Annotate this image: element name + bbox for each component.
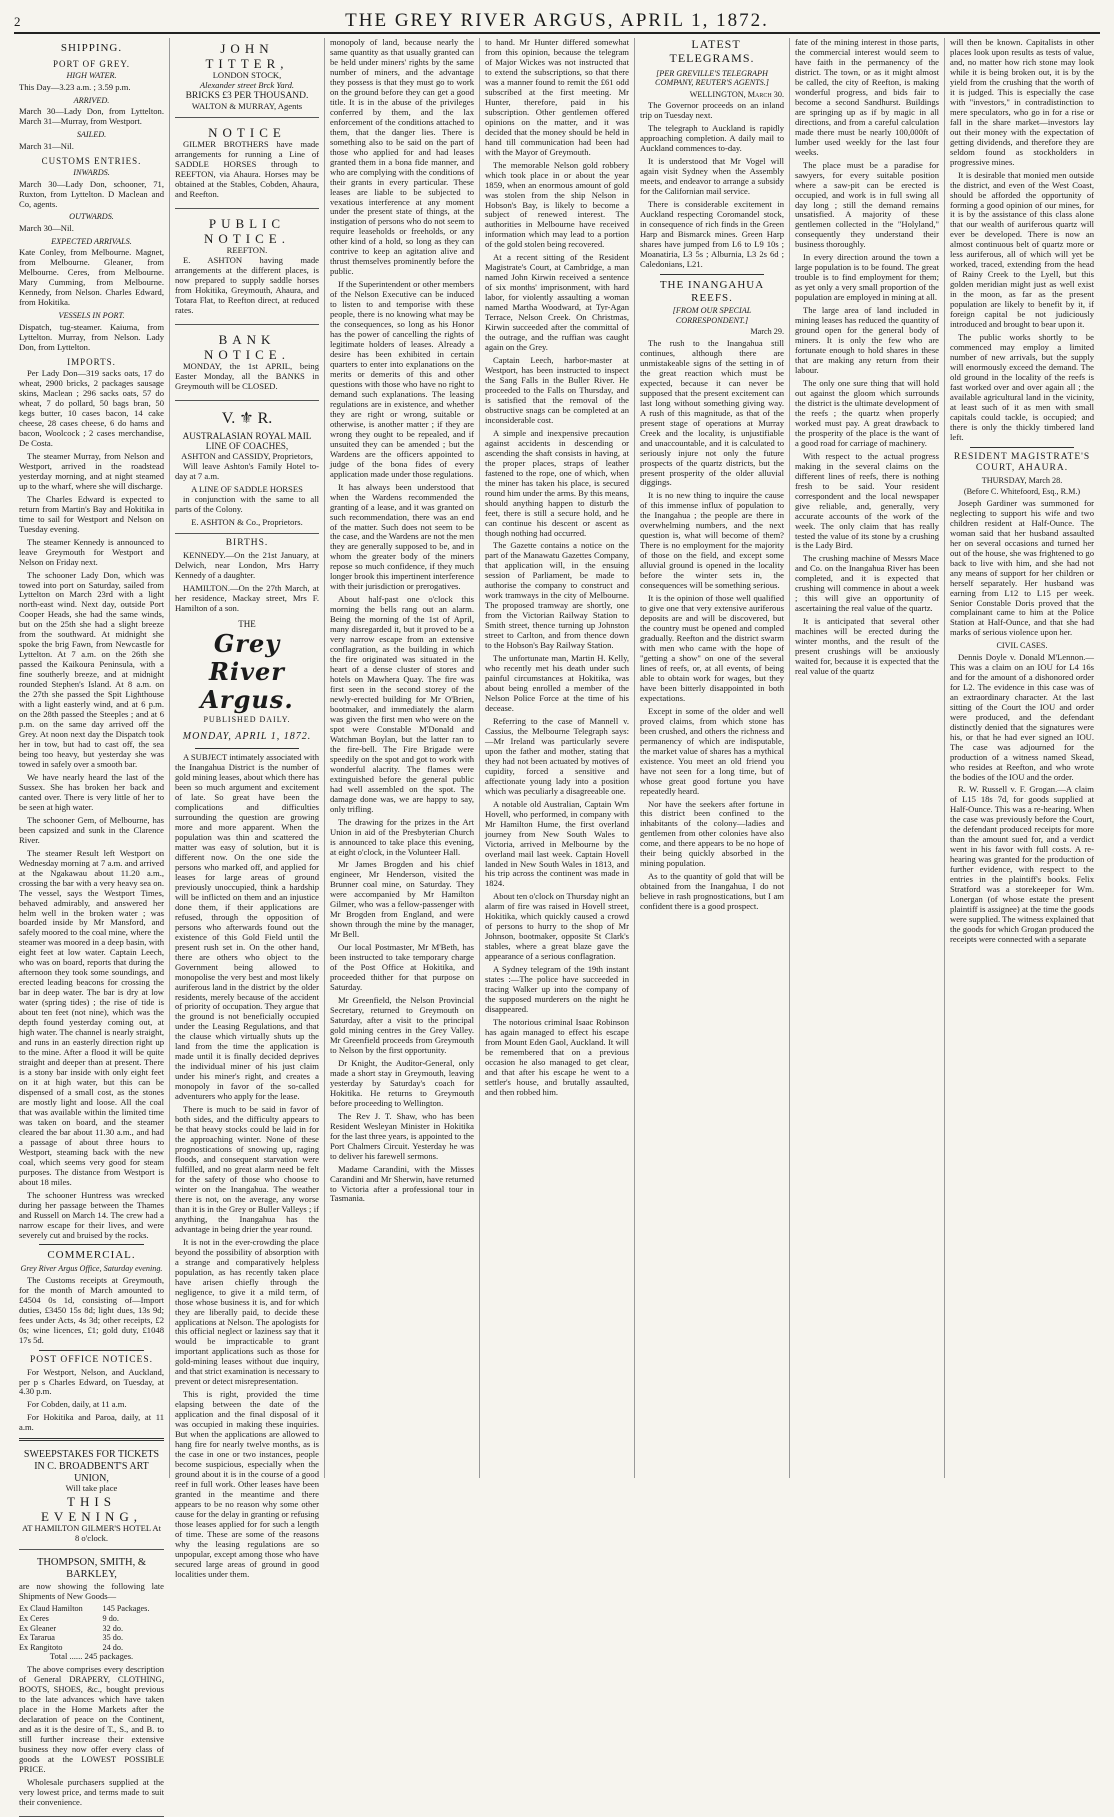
post-office-text: For Cobden, daily, at 11 a.m.: [27, 1399, 127, 1410]
article-paragraph: The Rev J. T. Shaw, who has been Resident Wesleyan Minister in Hokitika for the last three years, is appointed to the Port Chalmers Circuit. Yesterday he was to deliver his farewell sermons.: [330, 1110, 474, 1161]
article-paragraph: Nor have the seekers after fortune in this district been confined to the inhabitants of the colony—ladies and gentlemen from other colonies have also come, and there appears to be no hope of their being quickly absorbed in the mining population.: [640, 798, 784, 869]
gilmer-notice-ad: [175, 122, 319, 209]
titter-address: Alexander street Brck Yard.: [199, 80, 295, 91]
article-paragraph: The drawing for the prizes in the Art Union in aid of the Presbyterian Church is announced to take place this evening, at eight o'clock, in the Volunteer Hall.: [330, 816, 474, 857]
arrived-heading: ARRIVED.: [73, 95, 110, 105]
high-water-heading: HIGH WATER.: [66, 71, 117, 81]
imports-heading: IMPORTS.: [67, 356, 116, 367]
shipping-paragraph: We have nearly heard the last of the Sussex. She has broken her back and canted over. There is very little of her to be seen at high water.: [19, 771, 164, 812]
article-paragraph: Madame Carandini, with the Misses Carandini and Mr Sherwin, have returned to Victoria after a professional tour in Tasmania.: [330, 1163, 474, 1204]
royal-mail-proprietors: ASHTON and CASSIDY, Proprietors,: [181, 450, 313, 461]
article-paragraph: About ten o'clock on Thursday night an alarm of fire was raised in Hovell street, Hokitika, which quickly caused a crowd of persons to hurry to the shop of Mr Johnson, bootmaker, opposite St Clark's stables, where a great blaze gave the appearance of a serious conflagration.: [485, 891, 630, 962]
table-row: Ex Ceres 9 do.: [19, 1614, 119, 1623]
public-notice-text: E. ASHTON having made arrangements at the different places, is now prepared to supply saddle horses from Hokitika, Greymouth, Ahaura, and Totara Flat, to Reefton direct, at reduced rates.: [175, 255, 319, 315]
commercial-subheading: Grey River Argus Office, Saturday evening.: [20, 1264, 163, 1274]
vessels-heading: VESSELS IN PORT.: [58, 311, 125, 321]
flag-the: THE: [238, 619, 256, 630]
shipping-paragraph: The schooner Huntress was wrecked during her passage between the Thames and Russell on March 14. The crew had a narrow escape for their lives, and were severely cut and bruised by the rocks.: [19, 1189, 164, 1240]
commercial-heading: COMMERCIAL.: [47, 1249, 136, 1262]
saddle-horses-text: in conjunction with the same to all parts of the Colony.: [175, 493, 319, 514]
flag-title: Grey River Argus.: [200, 628, 294, 714]
article-paragraph: The place must be a paradise for sawyers, for every suitable position where a saw-pit can be erected is occupied, and work is in full swing all day long ; still the demand remains unsatisfied. A majority of these gentlemen collected in the "Holyland," consequently they understand their business thoroughly.: [795, 159, 939, 250]
sailed-text: March 31—Nil.: [19, 140, 74, 151]
shipments-total: Total ...... 245 packages.: [49, 1651, 134, 1662]
page-number: 2: [14, 14, 21, 29]
inwards-text: March 30—Lady Don, schooner, 71, Ruxton, from Lyttelton. D Maclean and Co, agents.: [19, 178, 164, 209]
telegram-paragraph: There is considerable excitement in Auckland respecting Coromandel stock, in consequence of rich finds in the Green Harp and Bismarck mines. Green Harp shares have jumped from L6 to L9 10s ; Moanatiria, L3 5s ; Alburnia, L3 2s 6d ; Caledonians, L21.: [640, 199, 784, 269]
article-paragraph: fate of the mining interest in those parts, the commercial interest would seem to have faith in the permanency of the district. The town, or as it might almost be called, the city of Reefton, is making wonderful progress, and bids fair to become a second Sandhurst. Buildings are springing up as if by magic in all directions, and from a careful calculation made there must be nearly 100,000ft of lumber used weekly for the last four weeks.: [795, 37, 939, 157]
table-row: Ex Gleaner 32 do.: [19, 1623, 124, 1633]
inangahua-reefs-subheading: [FROM OUR SPECIAL CORRESPONDENT.]: [672, 306, 752, 325]
telegram-paragraph: It is understood that Mr Vogel will again visit Sydney when the Assembly meets, and endeavor to arrange a subsidy for the Californian mail service.: [640, 156, 784, 197]
editorial-paragraph: There is much to be said in favor of both sides, and the difficulty appears to be that heavy stocks could be laid in for the approaching winter. None of these prognostications of snowing up, raging floods, and consequent starvation were fulfilled, and no great alarm need be felt for the safety of those who choose to winter on the Inangahua. The weather there is not, on the average, any worse than it is in the Grey or Buller Valleys ; if anything, the Inangahua has the advantage in being drier the year round.: [175, 1104, 319, 1234]
sweepstakes-heading: SWEEPSTAKES FOR TICKETS IN C. BROADBENT'S ART UNION,: [23, 1449, 160, 1484]
table-row: Ex Claud Hamilton 145 Packages.: [19, 1604, 150, 1614]
divider: [195, 748, 299, 749]
article-paragraph: Mr James Brogden and his chief engineer, Mr Henderson, visited the Brunner coal mine, on Saturday. They were accompanied by Mr Hamilton Gilmer, who was a fellow-passenger with Mr Brogden from England, and were shown through the mine by the manager, Mr Bell.: [330, 859, 474, 940]
thompson-intro: are now showing the following late Shipments of New Goods—: [19, 1580, 164, 1601]
royal-mail-heading: AUSTRALASIAN ROYAL MAIL LINE OF COACHES,: [182, 430, 312, 452]
birth-notice: HAMILTON.—On the 27th March, at her residence, Mackay street, Mrs F. Hamilton of a son.: [175, 582, 319, 613]
telegram-paragraph: The telegraph to Auckland is rapidly approaching completion. A daily mail to Auckland commences to-day.: [640, 123, 784, 154]
columns: [14, 37, 1100, 1807]
article-paragraph: monopoly of land, because nearly the same quantity as that usually granted can be held under miners' rights by the same number of miners, and the advantage they possess is that they must go to work on the ground before they can get a good title. It is in the abuse of the privileges conferred by them, and the lax enforcement of the conditions attached to them, that the danger lies. There is something also to be said on the part of those who applied for and had leases granted them in a bona fide manner, and who are complying with the conditions of their grants in every particular. These leases are liable to be subjected to vexatious interference at any moment under the present state of things, at the instigation of persons who do not seem to require leaseholds or freeholds, or any other kind of a hold, so long as they can contrive to keep an agitation alive and thrust themselves prominently before the public.: [330, 37, 474, 277]
article-paragraph: If the Superintendent or other members of the Nelson Executive can be induced to listen to and temporise with these people, there is no knowing what may be the consequences, so long as his Honor has the power of cancelling the rights of legitimate holders of leases. Already a desire has been exhibited in certain quarters to enter into explanations on the merits or demerits of this and other questions with those who have no right to demand such explanations. The leasing regulations are in existence, and whether they are right or wrong, suitable or otherwise, is another matter ; if they are wrong they ought to be repealed, and if unsuited they can be amended ; but the Wardens are the officers appointed to judge of the bona fides of every application made under those regulations.: [330, 279, 474, 479]
court-paragraph: Dennis Doyle v. Donald M'Lennon.—This was a claim on an IOU for L4 16s and for the amount of a dishonored order for L2. The evidence in this case was of an extraordinary character. At the last sitting of the Court the IOU and order were produced, and the defendant distinctly denied that the signatures were his, or that he had ever signed an IOU. The case was adjourned for the production of a witness named Skead, who resides at Reefton, and who wrote the bodies of the IOU and the order.: [950, 651, 1094, 782]
commercial-text: The Customs receipts at Greymouth, for the month of March amounted to £4504 0s 1d, consisting of—Import duties, £3450 15s 8d; light dues, 13s 9d; fees under Acts, 4s 3d; other receipts, £2 0s; wine licences, £1; gold duty, £1048 17s 5d.: [19, 1274, 164, 1345]
shipping-paragraph: The steamer Murray, from Nelson and Westport, arrived in the roadstead yesterday morning, and at night steamed up to the wharf, where she will discharge.: [19, 450, 164, 491]
court-heading: RESIDENT MAGISTRATE'S COURT, AHAURA.: [953, 451, 1091, 473]
sweepstakes-middle: Will take place: [65, 1483, 118, 1494]
article-paragraph: The only one sure thing that will hold out against the gloom which surrounds the district is the ultimate development of the reefs ; the quartz when properly worked must pay. A great drawback to the prosperity of the place is the want of a good road for carriage of machinery.: [795, 377, 939, 448]
vessels-text: Dispatch, tug-steamer. Kaiuma, from Lyttelton. Murray, from Nelson. Lady Don, from Lyttelton.: [19, 321, 164, 352]
page-title: THE GREY RIVER ARGUS, APRIL 1, 1872.: [345, 10, 769, 31]
masthead: [14, 6, 1100, 34]
article-paragraph: The large area of land included in mining leases has reduced the quantity of ground open for the general body of miners. It is only the few who are fortunate enough to hold shares in these that are making any return from their labour.: [795, 305, 939, 375]
bank-notice-heading: BANK NOTICE.: [204, 331, 290, 362]
titter-bricks: BRICKS £3 PER THOUSAND.: [185, 91, 309, 102]
divider: [39, 1350, 144, 1351]
column-3: [324, 38, 479, 1478]
births-heading: BIRTHS.: [225, 537, 269, 548]
divider: [39, 1244, 144, 1245]
expected-text: Kate Conley, from Melbourne. Magnet, from Melbourne. Gleaner, from Melbourne. Ceres, from Melbourne. Mary Cumming, from Melbourne. Kennedy, from Nelson. Charles Edward, from Hokitika.: [19, 247, 164, 308]
court-date: THURSDAY, March 28.: [981, 475, 1063, 485]
shipping-paragraph: The schooner Lady Don, which was towed into port on Saturday, sailed from Lyttelton on March 23rd with a light north-east wind. Next day, outside Port Cooper Heads, she had the same winds, but on the 25th she had a slight breeze from the southward. At midnight she spoke the brig Fawn, from Newcastle for Lyttelton. At 7 a.m. on the 26th she passed the Kaikoura Peninsula, with a fine southerly breeze, and at midnight rounded Stephen's Island. At 8 a.m. on the 27th she passed the Spit Lighthouse with a light easterly wind, and at 6 p.m. on the 28th passed the Steeples ; and at 6 p.m. on the same day arrived off the Grey. At noon next day the Dispatch took her in tow, but had to cast off, the sea being too heavy, but yesterday she was towed in safely over a smooth bar.: [19, 569, 164, 769]
shipping-paragraph: The Charles Edward is expected to return from Martin's Bay and Hokitika in time to sail for Westport and Nelson on Tuesday evening.: [19, 493, 164, 534]
bank-notice-text: MONDAY, the 1st APRIL, being Easter Monday, all the BANKS in Greymouth will be CLOSED.: [175, 361, 319, 391]
telegram-dateline: WELLINGTON, March 30.: [689, 89, 784, 99]
inangahua-reefs-heading: THE INANGAHUA REEFS.: [659, 278, 765, 304]
expected-heading: EXPECTED ARRIVALS.: [51, 236, 132, 246]
article-paragraph: Referring to the case of Mannell v. Cassius, the Melbourne Telegraph says:—Mr Ireland was particularly severe upon the father and mother, stating that they had not been actuated by motives of cupidity, forced a sensitive and affectionate young lady into a position which was peculiarly a disagreeable one.: [485, 715, 629, 796]
royal-mail-signature: E. ASHTON & Co., Proprietors.: [191, 516, 303, 527]
shipments-table: [19, 1604, 164, 1652]
column-4: [479, 38, 634, 1478]
court-paragraph: Joseph Gardiner was summoned for neglecting to support his wife and two children resident at Half-Ounce. The woman said that her husband assaulted her on several occasions and turned her out of the house, she was frightened to go back to live with him, and she had not any means of support for her children or herself separately. Her husband was earning from L12 to L15 per week. Senior Constable Doris proved that the complainant came to him at the Police Station at Half-Ounce, and that she had marks of serious violence upon her.: [950, 497, 1094, 638]
thompson-text: The above comprises every description of General DRAPERY, CLOTHING, BOOTS, SHOES, &c., bought previous to the late advances which have taken place in the Home Markets after the declaration of peace on the Continent, and as it is the desire of T., S., and B. to still further increase their extensive business they now offer every class of goods at the LOWEST POSSIBLE PRICE.: [19, 1664, 164, 1774]
article-paragraph: A Sydney telegram of the 19th instant states :—The police have succeeded in tracing Walker up into the company of the supposed murderers on the night he disappeared.: [485, 964, 629, 1015]
civil-cases-heading: CIVIL CASES.: [996, 641, 1048, 651]
sweepstakes-big: THIS EVENING,: [40, 1494, 142, 1525]
article-paragraph: Except in some of the older and well proved claims, from which stone has been crushed, and others the richness and permanency of which are indisputable, the market value of shares has a mythical existence. You meet an old friend you have not seen for a long time, but of whose great good fortune you have repeatedly heard.: [640, 705, 784, 796]
article-paragraph: The rush to the Inangahua still continues, although there are unmistakeable signs of the setting in of the great reaction which must be expected, because it can never be supposed that the present excitement can last long without something giving way. A rush of this magnitude, as that of the present stage of operations at Murray Creek and the locality, is unjustifiable and unaccountable, and it is calculated to seriously injure not only the future prospects of the quartz districts, but the present prosperity of the older alluvial diggings.: [640, 337, 784, 488]
thompson-ad: [19, 1554, 164, 1816]
titter-heading: JOHN TITTER,: [205, 41, 289, 72]
notice-heading: NOTICE: [208, 125, 286, 141]
port-heading: PORT OF GREY.: [53, 58, 130, 69]
titter-subheading: LONDON STOCK,: [212, 70, 282, 81]
court-before: (Before C. Whitefoord, Esq., R.M.): [963, 487, 1081, 497]
article-paragraph: Dr Knight, the Auditor-General, only made a short stay in Greymouth, leaving yesterday by Saturday's coach for Hokitika. He returns to Greymouth before proceeding to Wellington.: [330, 1057, 474, 1108]
table-row: Ex Tararua 35 do.: [19, 1633, 124, 1643]
article-paragraph: will then be known. Capitalists in other places look upon results as tests of value, and, no matter how rich stone may look while it is being broken out, it is by the yield from the crushing that the worth of it is judged. This is especially the case with "investors," in contradistinction to mere speculators, who go in for a rise or fall in the share market—investors lay out their money with the expectation of getting dividends, and therefore they are seldom found as stockholders in progressive mines.: [950, 37, 1094, 167]
inangahua-reefs-date: March 29.: [750, 327, 784, 337]
public-notice-ad: [175, 213, 319, 325]
divider: [660, 274, 764, 275]
divider: [970, 447, 1074, 448]
column-7: [944, 38, 1099, 1478]
royal-mail-ad: [175, 405, 319, 534]
bank-notice-ad: [175, 329, 319, 401]
post-office-text: For Westport, Nelson, and Auckland, per p s Charles Edward, on Tuesday, at 4.30 p.m.: [19, 1366, 164, 1397]
flag-subtitle: PUBLISHED DAILY.: [203, 715, 291, 725]
newspaper-flag: [175, 619, 319, 742]
shipping-paragraph: The steamer Kennedy is announced to leave Greymouth for Westport and Nelson on Friday next.: [19, 536, 164, 567]
article-paragraph: The memorable Nelson gold robbery which took place in or about the year 1859, when an enormous amount of gold was stolen from the ship Nelson in Hobson's Bay, is likely to become a subject of renewed interest. The authorities in Melbourne have received information which may lead to a portion of the gold stolen being recovered.: [485, 159, 629, 250]
flag-date: MONDAY, APRIL 1, 1872.: [182, 730, 312, 742]
inwards-heading: INWARDS.: [73, 168, 110, 178]
shipping-paragraph: The schooner Gem, of Melbourne, has been capsized and sunk in the Clarence River.: [19, 814, 164, 845]
article-paragraph: The public works shortly to be commenced may employ a limited number of new arrivals, but the supply will enormously exceed the demand. The old ground in the locality of the reefs is fast worked over and over again all ; the available agricultural land in the vicinity, at least such of it as men with small capitals could tackle, is occupied; and there is only the thickly timbered land left.: [950, 332, 1094, 442]
article-paragraph: to hand. Mr Hunter differed somewhat from this opinion, because the telegram of Major Wickes was not instructed that to extend the subscriptions, so that there was a manner found to remit the £61 odd subscribed at the first meeting. Mr Hunter, therefore, paid in his subscription. Other gentlemen offered opinions on the matter, and it was decided that the money should be held in hand till communication had been had with the Mayor of Greymouth.: [485, 37, 629, 157]
wholesale-text: Wholesale purchasers supplied at the very lowest price, and terms made to suit their convenience.: [19, 1776, 164, 1807]
shipping-heading: SHIPPING.: [60, 42, 123, 54]
public-notice-heading: PUBLIC NOTICE.: [204, 215, 290, 247]
imports-text: Per Lady Don—319 sacks oats, 17 do wheat, 2900 bricks, 2 packages sausage skins, Maclean ; 296 sacks oats, 57 do wheat, 7 do pollard, 50 bags bran, 50 kegs butter, 10 cases bacon, 14 cake cheese, 28 cases cheese, 6 do hams and bacon, Woolcock ; 2 cases merchandise, De Costa.: [19, 368, 164, 448]
article-paragraph: A simple and inexpensive precaution against accidents in descending or ascending the shaft consists in having, at the proper places, straps of leather fastened to the rope, one of which, when the miner has taken his place, is secured round him under the arms. By this means, should anything happen to disturb the feet, there is still a secure hold, and he can continue his descent or ascent as though nothing had occurred.: [485, 427, 629, 538]
article-paragraph: With respect to the actual progress making in the several claims on the different lines of reefs, there is nothing fresh to be said. Your resident correspondent and the local newspaper give reliable, and, generally, very accurate accounts of the work of the week. The only claim that has really tested the value of its stone by a crushing is the Lady Bird.: [795, 450, 939, 551]
post-office-heading: POST OFFICE NOTICES.: [29, 1354, 154, 1365]
birth-notice: KENNEDY.—On the 21st January, at Delwich, near London, Mrs Harry Kennedy of a daughter.: [175, 549, 319, 580]
divider: [19, 1438, 164, 1441]
outwards-heading: OUTWARDS.: [69, 212, 114, 222]
article-paragraph: It is desirable that monied men outside the district, and even of the West Coast, should be afforded the opportunity of forming a good opinion of our mines, for it is by the assistance of this class alone that our wealth of auriferous quartz will ever be developed. There is now an almost continuous belt of quartz more or less auriferous, all of which will yet be worked, traced, extending from the head of Rainy Creek to the Lyell, but this golden meridian might just as well exist in the moon, as far as the present population are likely to benefit by it, if foreign capital be not judiciously introduced and brought to bear upon it.: [950, 169, 1094, 330]
column-2: [169, 38, 324, 1579]
customs-heading: CUSTOMS ENTRIES.: [41, 155, 142, 166]
sailed-heading: SAILED.: [76, 130, 107, 140]
article-paragraph: Captain Leech, harbor-master at Westport, has been instructed to inspect the Sang Falls in the Buller River. He proceeded to the Falls on Thursday, and is satisfied that the removal of the obstructive snags can be completed at an inconsiderable cost.: [485, 355, 629, 425]
high-water-text: This Day—3.23 a.m. ; 3.59 p.m.: [19, 81, 131, 92]
telegram-paragraph: The Governor proceeds on an inland trip on Tuesday next.: [640, 100, 784, 121]
table-row: Ex Rangitoto 24 do.: [19, 1642, 124, 1652]
editorial-paragraph: It is not in the ever-crowding the place beyond the possibility of absorption with a strange and comparatively helpless population, as has recently taken place have arisen chiefly through the negligence, to give it a mild term, of those whose business it is, and for which they are liberally paid, to decide these applications at Nelson. The apologists for this official neglect or laziness say that it would be impracticable to grant important applications such as those for gold-mining leases without due inquiry, and that strict examination is necessary to prevent or detect misrepresentation.: [175, 1236, 319, 1387]
thompson-heading: THOMPSON, SMITH, & BARKLEY,: [36, 1557, 147, 1581]
article-paragraph: About half-past one o'clock this morning the bells rang out an alarm. Being the morning of the 1st of April, many disregarded it, but it proved to be a very narrow escape from an extensive conflagration, as the building in which the fire originated was situated in the heart of a dense cluster of stores and hotels on Mawhera Quay. The fire was first seen in the second storey of the newly-erected building for Mr O'Brien, bootmaker, and immediately the alarm was given the first men who were on the spot were Constable M'Donald and Watchman Boylan, but the latter ran to the fire-bell. The Fire Brigade were speedily on the spot and got to work with wonderful alacrity. The flames were extinguished before the general public had well assembled on the spot. The damage done was, we are happy to say, only trifling.: [330, 594, 474, 814]
article-paragraph: It is the opinion of those well qualified to give one that very extensive auriferous deposits are and will be discovered, but the country must be opened and compled gradually. Reefton and the district swarm with men who came with the hope of "getting a show" on one of the several lines of reefs, or, at all events, of being able to obtain work for wages, but they have been bitterly disappointed in both expectations.: [640, 593, 784, 703]
article-paragraph: A notable old Australian, Captain Wm Hovell, who performed, in company with Mr Hamilton Hume, the first overland journey from New South Wales to Victoria, arrived in Melbourne by the overland mail last week. Captain Hovell landed in New South Wales in 1813, and his trip across the continent was made in 1824.: [485, 798, 629, 889]
article-paragraph: The notorious criminal Isaac Robinson has again managed to effect his escape from Mount Eden Gaol, Auckland. It will be remembered that on a previous occasion he also managed to get clear, and that after his escape he went to a settler's house, and brutally assaulted, and then robbed him.: [485, 1017, 629, 1097]
article-paragraph: It has always been understood that when the Wardens recommended the granting of a lease, and it was granted on such recommendation, there was an end of the matter. Such does not seem to be the case, and the Wardens are not the men they are generally supposed to be, and in whom the greater body of the miners repose so much confidence, if they much longer brook this impertinent interference with their jurisdiction or prerogatives.: [330, 481, 474, 592]
titter-ad: [175, 38, 319, 118]
article-paragraph: The unfortunate man, Martin H. Kelly, who recently met his death under such painful circumstances at Hokitika, was about being enrolled a member of the Nelson Police Force at the time of his decease.: [485, 653, 629, 713]
arrived-text: March 30—Lady Don, from Lyttelton. March 31—Murray, from Westport.: [19, 106, 164, 127]
post-office-text: For Hokitika and Paroa, daily, at 11 a.m.: [19, 1412, 164, 1433]
shipping-paragraph: The steamer Result left Westport on Wednesday morning at 7 a.m. and arrived at the Ngakawau about 11.20 a.m., crossing the bar with a very heavy sea on. The vessel, says the Westport Times, behaved admirably, and answered her helm well in the broken water ; was boarded inside by Mr Mansford, and safely moored to the coal mine, where the steamer was moored in a deep basin, with eight feet at low water. Captain Leech, who was on board, reports that during the afternoon they took some soundings, and erected leading beacons for crossing the bar in deep water. The bar is dry at low water (spring tides) ; the rise of tide is about ten feet (not nine), which was the depth found yesterday coming out, at high water. The channel is nearly straight, and runs in an easterly direction right up to the mine. After a flood it will be quite straight and deeper than at present. There is a stony bar inside with only eight feet on it at high water, but this can be dispensed of a small cost, as the stones are mostly light and loose. All the coal that was available within the limited time was taken on board, and the steamer cleared the bar about 11.30 a.m., and had a passage of about three hours to Westport, steaming back with the new coal, which seems very good for steam purposes. The distance from Westport is about 18 miles.: [19, 847, 164, 1187]
column-5: [634, 38, 789, 1478]
editorial-paragraph: A SUBJECT intimately associated with the Inangahua District is the number of gold mining leases, about which there has been so much argument and excitement of late. So great have been the complications and difficulties surrounding the question are growing more and more apparent. When the population was thin and scattered the matter was easy of solution, but it is different now. On the one side the persons who marked off, and applied for leases for large areas of ground previously unoccupied, think a hardship will be inflicted on them and an injustice done them, if their applications are refused, through the opposition of persons who afterwards found out the existence of this Gold Field until the present rush set in. On the other hand, there are others who object to the Government being allowed to monopolise the very best and most likely auriferous land in the district by the older residents, merely because of the accident of priority of occupation. They argue that the ground is not beneficially occupied under the Leasing Regulations, and that the clause which virtually shuts up the land from the time the application is made until it is finally decided deprives the individual miner of his just claim under his miner's right, and creates a monopoly in favor of the so-called adventurers who apply for the lease.: [175, 752, 319, 1102]
column-1: [14, 38, 169, 1807]
court-paragraph: R. W. Russell v. F. Grogan.—A claim of L15 18s 7d, for goods supplied at Half-Ounce. This was a re-hearing. When the case was previously before the Court, the defendant produced receipts for more than the amount sued for, and a verdict went in his favor with full costs. A re-hearing was granted for the production of further evidence, with respect to the entries in the plaintiff's books. Felix Stratford was a storekeeper for Wm. Lonergan (of whose estate the present plaintiff is assignee) at the time the goods were supplied. The witness explained that the goods for which Grogan produced the receipts were connected with a separate: [950, 784, 1094, 945]
article-paragraph: The crushing machine of Messrs Mace and Co. on the Inangahua River has been completed, and it is expected that crushing will commence in about a week ; this will give an opportunity of ascertaining the real value of the quartz.: [795, 553, 939, 614]
article-paragraph: As to the quantity of gold that will be obtained from the Inangahua, I do not believe in rash prognostications, but I am confident there is a good prospect.: [640, 871, 784, 912]
royal-mail-text: Will leave Ashton's Family Hotel to-day at 7 a.m.: [175, 460, 319, 481]
titter-agents: WALTON & MURRAY, Agents: [191, 101, 303, 112]
editorial-paragraph: This is right, provided the time elapsing between the date of the application and the final disposal of it was occupied in making these inquiries. But when the applications are allowed to hang fire for nearly twelve months, as is the case in one or two instances, people become suspicious, especially when the ground about it is in the course of a good reef in full work. Other leases have been granted in the meantime and there appears to be no reason why some other cause for the delay in granting or refusing those leases applied for for such a length of time. These are some of the reasons why the leasing regulations are so unpopular, except among those who have secured large areas of ground in good localities under them.: [175, 1389, 319, 1579]
outwards-text: March 30—Nil.: [19, 222, 74, 233]
article-paragraph: It is anticipated that several other machines will be erected during the winter months, and the result of the present crushings will be anxiously waited for, because it is expected that the real value of the quartz: [795, 616, 939, 677]
column-6: [789, 38, 944, 1478]
saddle-horses-line: A LINE OF SADDLE HORSES: [191, 483, 303, 494]
article-paragraph: Mr Greenfield, the Nelson Provincial Secretary, returned to Greymouth on Saturday, after a visit to the principal gold mining centres in the Grey Valley. Mr Greenfield proceeds from Greymouth to Nelson by the first opportunity.: [330, 995, 474, 1055]
public-notice-subheading: REEFTON.: [226, 245, 268, 256]
article-paragraph: It is no new thing to inquire the cause of this immense influx of population to the Inangahua ; the people are there in overwhelming numbers, and the next question is, what will become of them? There is no employment for the majority of those on the field, and except some alluvial ground is opened in the locality before the winter sets in, the consequences will be something serious.: [640, 490, 784, 591]
article-paragraph: In every direction around the town a large population is to be found. The great trouble is to find employment for them; as yet only a very small proportion of the population are employed in mining at all.: [795, 252, 939, 303]
latest-telegrams-subheading: [PER GREVILLE'S TELEGRAPH COMPANY, REUTER'S AGENTS.]: [655, 68, 769, 88]
notice-text: GILMER BROTHERS have made arrangements for running a Line of SADDLE HORSES through to REEFTON, via Ahaura. Horses may be obtained at the Stables, Cobden, Ahaura, and Reefton.: [175, 139, 319, 199]
sweepstakes-footer: AT HAMILTON GILMER'S HOTEL At 8 o'clock.: [21, 1523, 162, 1544]
latest-telegrams-heading: LATEST TELEGRAMS.: [669, 37, 755, 65]
article-paragraph: Our local Postmaster, Mr M'Beth, has been instructed to take temporary charge of the Post Office at Hokitika, and proceeded thither for that purpose on Saturday.: [330, 942, 474, 993]
article-paragraph: At a recent sitting of the Resident Magistrate's Court, at Cambridge, a man named John Kirwin received a sentence of six months' imprisonment, with hard labor, for violently assaulting a woman named Martha Woodward, at Tyr-Agan Terrace, Nelson Creek. On Christmas, Kirwin succeeded after the committal of the outrage, and the ruffian was caught again on the Grey.: [485, 252, 629, 353]
royal-arms-icon: V. ⚜ R.: [221, 409, 273, 427]
article-paragraph: The Gazette contains a notice on the part of the Manawatu Gazettes Company, that application will, in the ensuing session of Parliament, be made to authorise the company to construct and work tramways in the city of Melbourne. The proposed tramway are shortly, one from the Victorian Railway Station to Smith street, thence turning up Johnston street to Carlton, and from thence down to the Hobson's Bay Railway Station.: [485, 540, 629, 651]
sweepstakes-ad: [19, 1446, 164, 1550]
